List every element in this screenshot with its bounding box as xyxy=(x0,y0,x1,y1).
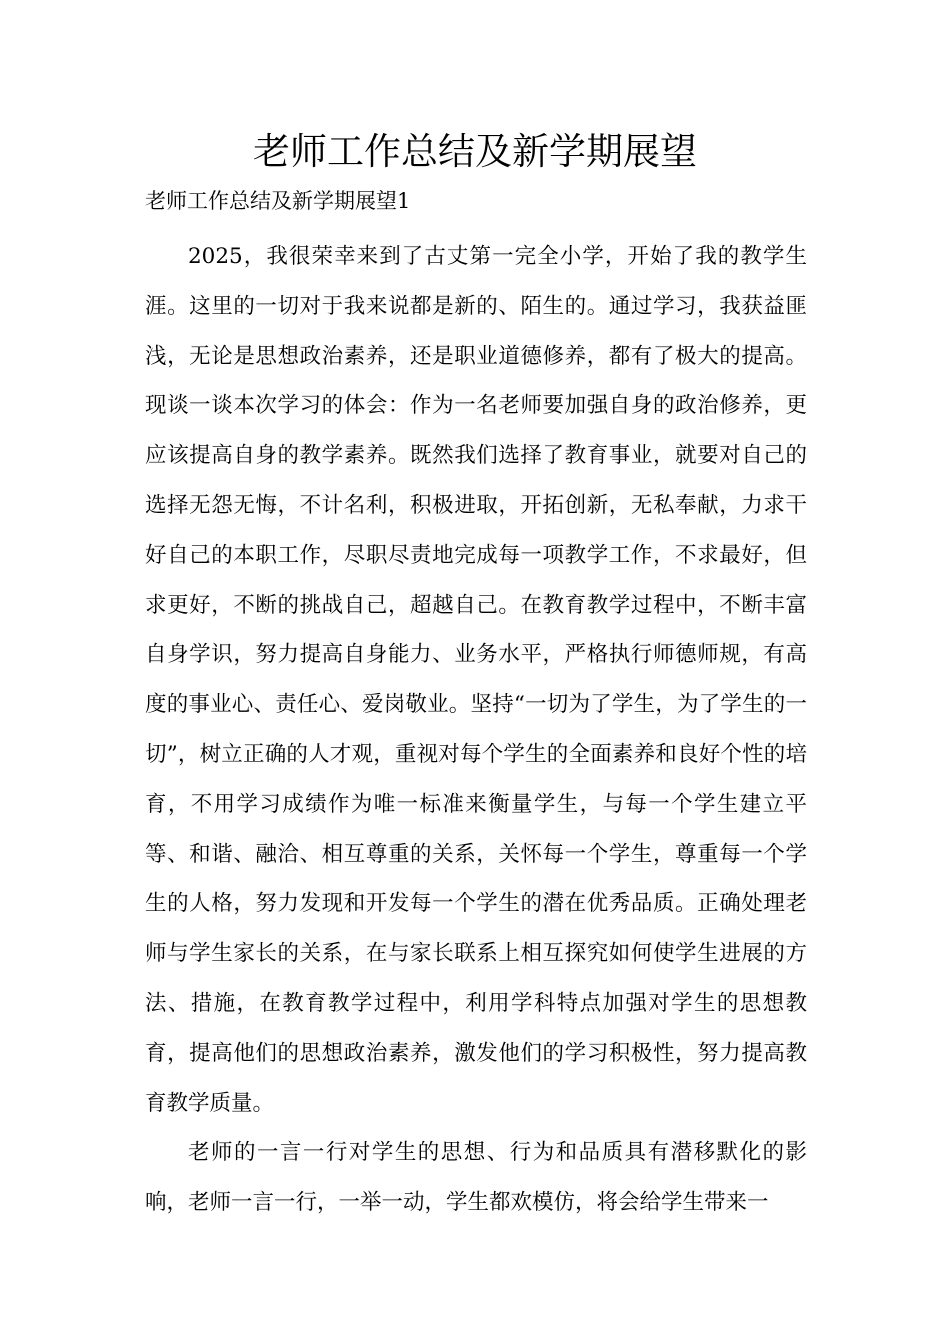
document-title: 老师工作总结及新学期展望 xyxy=(253,130,697,173)
body-paragraph-1: 2025，我很荣幸来到了古丈第一完全小学，开始了我的教学生涯。这里的一切对于我来说都是新的、陌生的。通过学习，我获益匪浅，无论是思想政治素养，还是职业道德修养，都有了极大的提高。现谈一谈本次学习的体会：作为一名老师要加强自身的政治修养，更应该提高自身的教学素养。既然我们选择了教育事业，就要对自己的选择无怨无悔，不计名利，积极进取，开拓创新，无私奉献，力求干好自己的本职工作，尽职尽责地完成每一项教学工作，不求最好，但求更好，不断的挑战自己，超越自己。在教育教学过程中，不断丰富自身学识，努力提高自身能力、业务水平，严格执行师德师规，有高度的事业心、责任心、爱岗敬业。坚持“一切为了学生，为了学生的一切”，树立正确的人才观，重视对每个学生的全面素养和良好个性的培育，不用学习成绩作为唯一标准来衡量学生，与每一个学生建立平等、和谐、融洽、相互尊重的关系，关怀每一个学生，尊重每一个学生的人格，努力发现和开发每一个学生的潜在优秀品质。正确处理老师与学生家长的关系，在与家长联系上相互探究如何使学生进展的方法、措施，在教育教学过程中，利用学科特点加强对学生的思想教育，提高他们的思想政治素养，激发他们的学习积极性，努力提高教育教学质量。 xyxy=(145,244,807,1116)
document-body xyxy=(145,232,807,1228)
body-paragraph-2: 老师的一言一行对学生的思想、行为和品质具有潜移默化的影响，老师一言一行，一举一动，学生都欢模仿，将会给学生带来一 xyxy=(145,1140,807,1216)
document-subtitle: 老师工作总结及新学期展望1 xyxy=(145,189,411,213)
